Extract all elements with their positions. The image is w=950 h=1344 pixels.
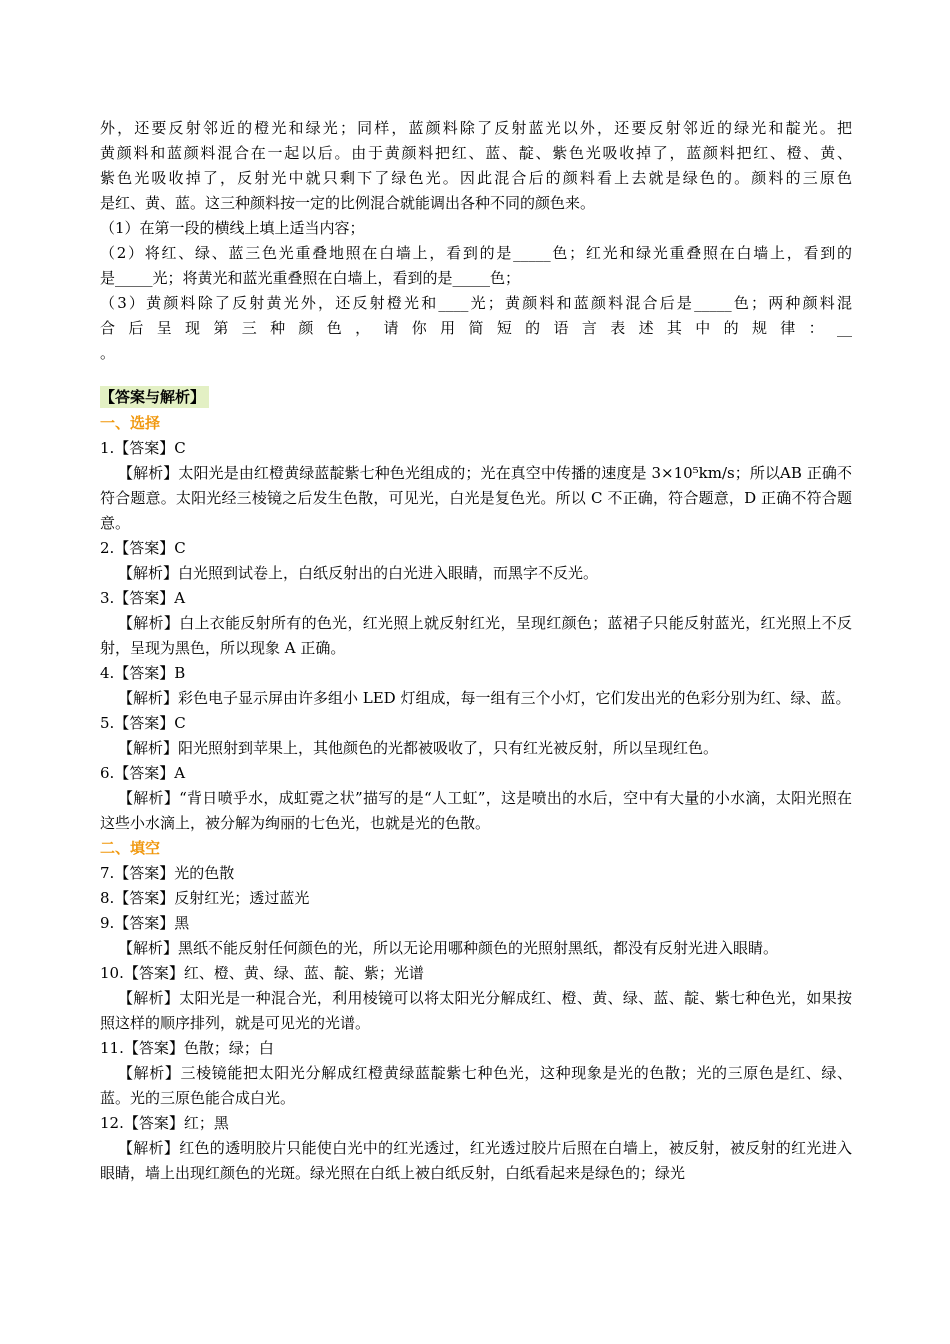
- question-line: 。: [100, 344, 116, 362]
- answer-item: 7.【答案】光的色散: [100, 864, 235, 882]
- answer-sections: [100, 411, 852, 1186]
- document-page: [100, 116, 852, 1186]
- answer-item: 4.【答案】B: [100, 664, 186, 682]
- answer-item: 9.【答案】黑: [100, 914, 190, 932]
- question-line: （3）黄颜料除了反射黄光外，还反射橙光和____光；黄颜料和蓝颜料混合后是_____色；两种颜料混: [100, 294, 852, 312]
- answer-item: 10.【答案】红、橙、黄、绿、蓝、靛、紫；光谱: [100, 964, 424, 982]
- intro-paragraph: [100, 116, 852, 216]
- answer-explanation: 【解析】白光照到试卷上，白纸反射出的白光进入眼睛，而黑字不反光。: [118, 564, 599, 582]
- answer-item: 1.【答案】C: [100, 439, 186, 457]
- answer-explanation: 【解析】黑纸不能反射任何颜色的光，所以无论用哪种颜色的光照射黑纸，都没有反射光进入眼睛。: [118, 939, 779, 957]
- answer-explanation: 【解析】阳光照射到苹果上，其他颜色的光都被吸收了，只有红光被反射，所以呈现红色。: [118, 739, 719, 757]
- intro-line: 黄颜料和蓝颜料混合在一起以后。由于黄颜料把红、蓝、靛、紫色光吸收掉了，蓝颜料把红、橙、黄、: [100, 144, 852, 162]
- question-line: （2）将红、绿、蓝三色光重叠地照在白墙上，看到的是_____色；红光和绿光重叠照在白墙上，看到的: [100, 244, 852, 262]
- answer-explanation: 【解析】彩色电子显示屏由许多组小 LED 灯组成，每一组有三个小灯，它们发出光的色彩分别为红、绿、蓝。: [118, 689, 851, 707]
- answer-explanation: 【解析】白上衣能反射所有的色光，红光照上就反射红光，呈现红颜色；蓝裙子只能反射蓝光，红光照上不反射，呈现为黑色，所以现象 A 正确。: [100, 614, 852, 657]
- question-line: 合 后 呈 现 第 三 种 颜 色 ， 请 你 用 简 短 的 语 言 表 述 其 中 的 规 律 ： __: [100, 319, 852, 337]
- answer-explanation: 【解析】太阳光是由红橙黄绿蓝靛紫七种色光组成的；光在真空中传播的速度是 3×10⁵km/s；所以AB 正确不符合题意。太阳光经三棱镜之后发生色散，可见光，白光是复色光。所以 C 不正确，符合题意，D 正确不符合题意。: [100, 464, 852, 532]
- section-title: 二、填空: [100, 839, 161, 857]
- answer-item: 6.【答案】A: [100, 764, 186, 782]
- intro-line: 是红、黄、蓝。这三种颜料按一定的比例混合就能调出各种不同的颜色来。: [100, 194, 596, 212]
- answer-item: 8.【答案】反射红光；透过蓝光: [100, 889, 310, 907]
- answer-explanation: 【解析】太阳光是一种混合光，利用棱镜可以将太阳光分解成红、橙、黄、绿、蓝、靛、紫七种色光，如果按照这样的顺序排列，就是可见光的光谱。: [100, 989, 852, 1032]
- answer-item: 3.【答案】A: [100, 589, 186, 607]
- answer-explanation: 【解析】红色的透明胶片只能使白光中的红光透过，红光透过胶片后照在白墙上，被反射，被反射的红光进入眼睛，墙上出现红颜色的光斑。绿光照在白纸上被白纸反射，白纸看起来是绿色的；绿光: [100, 1139, 852, 1182]
- answer-item: 11.【答案】色散；绿；白: [100, 1039, 274, 1057]
- answer-item: 5.【答案】C: [100, 714, 186, 732]
- answer-item: 12.【答案】红；黑: [100, 1114, 229, 1132]
- intro-line: 紫色光吸收掉了，反射光中就只剩下了绿色光。因此混合后的颜料看上去就是绿色的。颜料的三原色: [100, 169, 852, 187]
- section-title: 一、选择: [100, 414, 161, 432]
- question-line: （1）在第一段的横线上填上适当内容；: [100, 219, 365, 237]
- answer-heading: 【答案与解析】: [100, 386, 209, 408]
- question-block: [100, 216, 852, 366]
- question-line: 是_____光；将黄光和蓝光重叠照在白墙上，看到的是_____色；: [100, 269, 521, 287]
- answer-item: 2.【答案】C: [100, 539, 186, 557]
- intro-line: 外，还要反射邻近的橙光和绿光；同样，蓝颜料除了反射蓝光以外，还要反射邻近的绿光和靛光。把: [100, 119, 852, 137]
- answer-explanation: 【解析】三棱镜能把太阳光分解成红橙黄绿蓝靛紫七种色光，这种现象是光的色散；光的三原色是红、绿、蓝。光的三原色能合成白光。: [100, 1064, 852, 1107]
- answer-explanation: 【解析】“背日喷乎水，成虹霓之状”描写的是“人工虹”，这是喷出的水后，空中有大量的小水滴，太阳光照在这些小水滴上，被分解为绚丽的七色光，也就是光的色散。: [100, 789, 852, 832]
